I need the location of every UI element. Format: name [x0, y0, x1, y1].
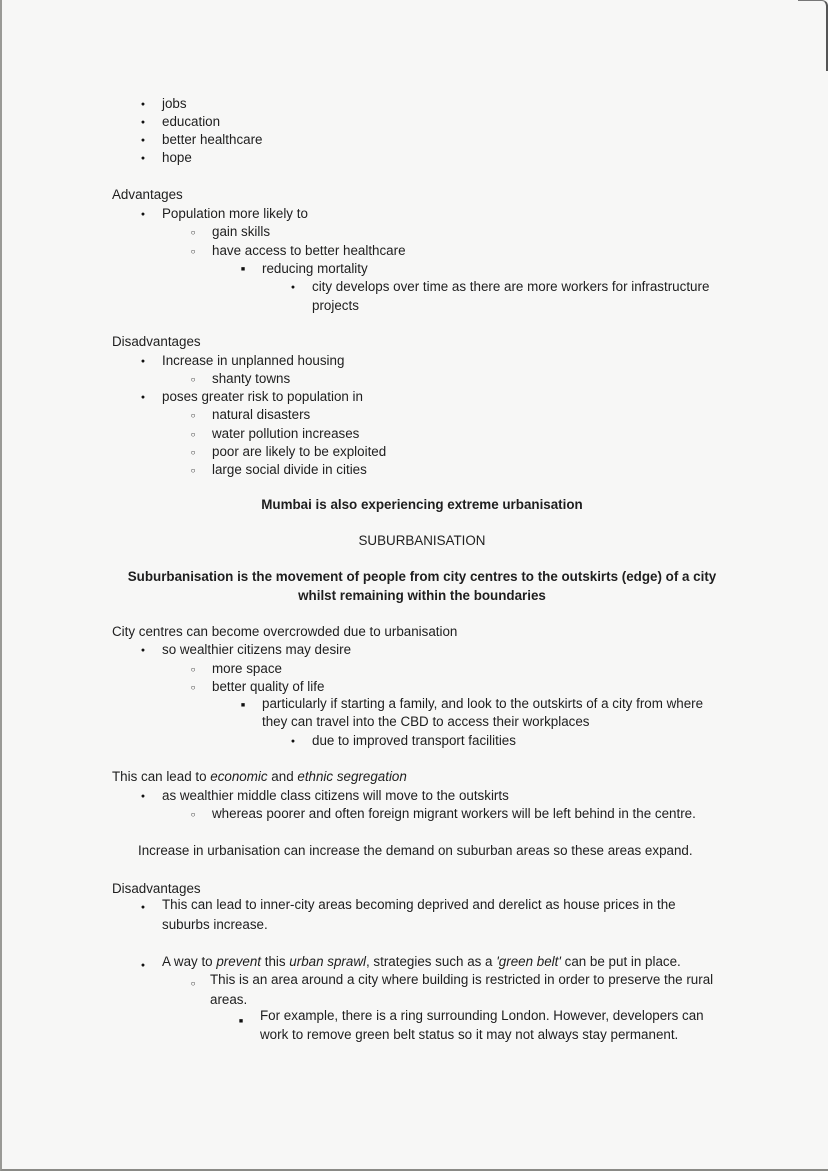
list-item: poses greater risk to population in: [162, 389, 363, 404]
circle-bullet-icon: [186, 370, 200, 389]
list-item: whereas poorer and often foreign migrant workers will be left behind in the centre.: [212, 806, 696, 821]
circle-bullet-icon: [186, 406, 200, 425]
bullet-icon: [136, 149, 150, 168]
bullet-icon: [136, 898, 150, 917]
list-item: This is an area around a city where building is restricted in order to preserve the rural: [210, 972, 714, 987]
list-item: as wealthier middle class citizens will move to the outskirts: [162, 788, 509, 803]
list-item-continuation: they can travel into the CBD to access their workplaces: [262, 714, 590, 729]
square-bullet-icon: [236, 696, 250, 715]
definition-line: Suburbanisation is the movement of people from city centres to the outskirts (edge) of a city: [127, 569, 717, 584]
list-item: have access to better healthcare: [212, 243, 406, 258]
list-item: shanty towns: [212, 371, 291, 386]
paragraph: City centres can become overcrowded due to urbanisation: [112, 624, 458, 639]
disadvantages-heading: Disadvantages: [112, 881, 201, 896]
bullet-icon: [136, 388, 150, 407]
list-item: better healthcare: [162, 132, 263, 147]
circle-bullet-icon: [186, 974, 200, 993]
list-item: natural disasters: [212, 407, 311, 422]
bullet-icon: [136, 956, 150, 975]
bullet-icon: [136, 205, 150, 224]
list-item: water pollution increases: [212, 426, 360, 441]
bullet-icon: [136, 641, 150, 660]
square-bullet-icon: [236, 260, 250, 279]
circle-bullet-icon: [186, 660, 200, 679]
bullet-icon: [136, 131, 150, 150]
circle-bullet-icon: [186, 443, 200, 462]
list-item: hope: [162, 150, 192, 165]
advantages-heading: Advantages: [112, 187, 183, 202]
list-item: This can lead to inner-city areas becoming deprived and derelict as house prices in the: [162, 897, 676, 912]
bullet-icon: [286, 732, 300, 751]
list-item: gain skills: [212, 224, 271, 239]
disadvantages-heading: Disadvantages: [112, 334, 201, 349]
list-item: due to improved transport facilities: [312, 733, 516, 748]
bullet-icon: [286, 278, 300, 297]
square-bullet-icon: [234, 1012, 248, 1031]
paragraph: This can lead to economic and ethnic segregation: [112, 769, 407, 784]
list-item: large social divide in cities: [212, 462, 367, 477]
circle-bullet-icon: [186, 425, 200, 444]
definition-line: whilst remaining within the boundaries: [298, 588, 546, 603]
page-fold-edge: [798, 0, 828, 71]
list-item: reducing mortality: [262, 261, 368, 276]
mumbai-statement: Mumbai is also experiencing extreme urbanisation: [261, 497, 583, 512]
circle-bullet-icon: [186, 461, 200, 480]
list-item-continuation: projects: [312, 298, 359, 313]
circle-bullet-icon: [186, 678, 200, 697]
bullet-icon: [136, 352, 150, 371]
list-item-continuation: work to remove green belt status so it may not always stay permanent.: [260, 1027, 679, 1042]
list-item: Increase in unplanned housing: [162, 353, 345, 368]
list-item: particularly if starting a family, and look to the outskirts of a city from where: [262, 696, 704, 711]
bullet-icon: [136, 113, 150, 132]
list-item: Population more likely to: [162, 206, 308, 221]
list-item: A way to prevent this urban sprawl, strategies such as a 'green belt' can be put in place.: [162, 954, 681, 969]
list-item: more space: [212, 661, 282, 676]
list-item: For example, there is a ring surrounding London. However, developers can: [260, 1008, 704, 1023]
list-item-continuation: suburbs increase.: [162, 917, 268, 932]
bullet-icon: [136, 95, 150, 114]
list-item: poor are likely to be exploited: [212, 444, 387, 459]
paragraph: Increase in urbanisation can increase the demand on suburban areas so these areas expand.: [138, 843, 693, 858]
list-item: city develops over time as there are more workers for infrastructure: [312, 279, 710, 294]
list-item: so wealthier citizens may desire: [162, 642, 352, 657]
list-item-continuation: areas.: [210, 992, 248, 1007]
section-title: SUBURBANISATION: [358, 533, 486, 548]
circle-bullet-icon: [186, 805, 200, 824]
bullet-icon: [136, 787, 150, 806]
list-item: education: [162, 114, 221, 129]
circle-bullet-icon: [186, 242, 200, 261]
list-item: jobs: [162, 96, 187, 111]
list-item: better quality of life: [212, 679, 325, 694]
circle-bullet-icon: [186, 223, 200, 242]
